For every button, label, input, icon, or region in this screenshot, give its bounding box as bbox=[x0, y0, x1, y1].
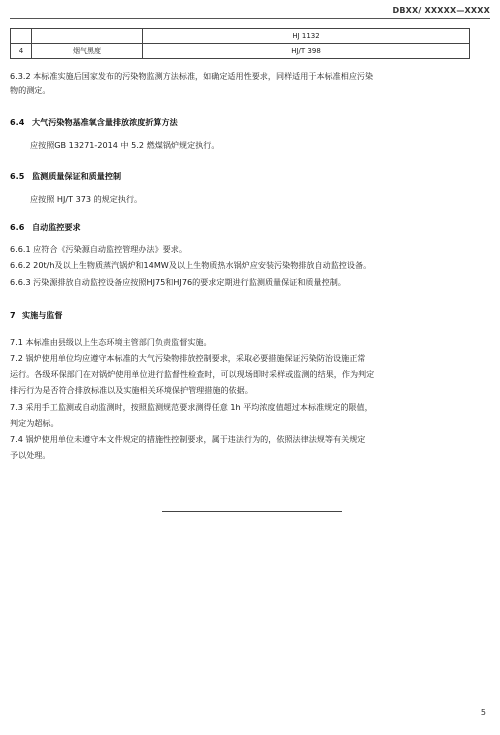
section-title: 监测质量保证和质量控制 bbox=[32, 171, 122, 181]
method-table bbox=[10, 28, 470, 59]
table-cell-method: HJ/T 398 bbox=[143, 44, 470, 59]
table-row bbox=[11, 44, 470, 59]
table-cell-method: HJ 1132 bbox=[143, 29, 470, 44]
table-cell-number: 4 bbox=[11, 44, 32, 59]
section-number: 6.4 bbox=[10, 117, 25, 127]
clause-6-6-1: 6.6.1 应符合《污染源自动监控管理办法》要求。 bbox=[10, 244, 187, 254]
table-cell-item: 烟气黑度 bbox=[32, 44, 143, 59]
section-heading-7 bbox=[10, 309, 480, 322]
clause-7-4-line: 予以处理。 bbox=[10, 450, 51, 460]
clause-6-6-3: 6.6.3 污染源排放自动监控设备应按照HJ75和HJ76的要求定期进行监测质量保证和质量控制。 bbox=[10, 277, 346, 287]
section-title: 大气污染物基准氧含量排放浓度折算方法 bbox=[32, 117, 178, 127]
section-6-4-body: 应按照GB 13271-2014 中 5.2 燃煤锅炉规定执行。 bbox=[30, 140, 220, 150]
clause-7-2-line: 运行。各级环保部门在对锅炉使用单位进行监督性检查时，可以现场即时采样或监测的结果，作为判定 bbox=[10, 369, 375, 379]
section-number: 6.6 bbox=[10, 222, 25, 232]
section-heading-6-5 bbox=[10, 170, 480, 183]
section-number: 7 bbox=[10, 310, 16, 320]
clause-7-2-line: 7.2 锅炉使用单位均应遵守本标准的大气污染物排放控制要求，采取必要措施保证污染防治设施正常 bbox=[10, 353, 366, 363]
table-cell-number bbox=[11, 29, 32, 44]
clause-7-1: 7.1 本标准由县级以上生态环境主管部门负责监督实施。 bbox=[10, 337, 212, 347]
section-title: 自动监控要求 bbox=[32, 222, 81, 232]
section-6-5-body: 应按照 HJ/T 373 的规定执行。 bbox=[30, 194, 143, 204]
paragraph-6-3-2-line: 物的测定。 bbox=[10, 85, 51, 95]
page-number: 5 bbox=[480, 708, 486, 717]
section-number: 6.5 bbox=[10, 171, 25, 181]
header-rule bbox=[10, 18, 490, 19]
clause-7-3-line: 判定为超标。 bbox=[10, 418, 59, 428]
clause-7-3-line: 7.3 采用手工监测或自动监测时，按照监测规范要求测得任意 1h 平均浓度值超过本标准规定的限值， bbox=[10, 402, 373, 412]
document-code-header: DBXX/ XXXXX—XXXX bbox=[392, 6, 490, 15]
clause-7-4-line: 7.4 锅炉使用单位未遵守本文件规定的措施性控制要求，属于违法行为的，依照法律法规等有关规定 bbox=[10, 434, 366, 444]
section-heading-6-4 bbox=[10, 116, 480, 129]
paragraph-6-3-2-line: 6.3.2 本标准实施后国家发布的污染物监测方法标准，如确定适用性要求，同样适用于本标准相应污染 bbox=[10, 71, 374, 81]
table-row bbox=[11, 29, 470, 44]
section-title: 实施与监督 bbox=[22, 310, 63, 320]
clause-6-6-2: 6.6.2 20t/h及以上生物质蒸汽锅炉和14MW及以上生物质热水锅炉应安装污染物排放自动监控设备。 bbox=[10, 260, 372, 270]
end-of-document-rule bbox=[162, 511, 342, 512]
clause-7-2-line: 排污行为是否符合排放标准以及实施相关环境保护管理措施的依据。 bbox=[10, 385, 253, 395]
section-heading-6-6 bbox=[10, 221, 480, 234]
table-cell-item bbox=[32, 29, 143, 44]
